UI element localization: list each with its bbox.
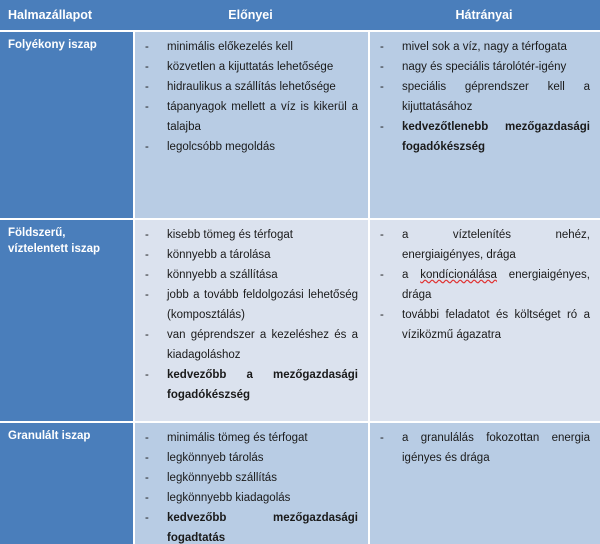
list-item [141, 245, 362, 265]
list-item-text: hidraulikus a szállítás lehetősége [167, 81, 336, 93]
list-item [141, 57, 362, 77]
list-item-text: könnyebb a szállítása [167, 269, 278, 281]
list-item-text: kisebb tömeg és térfogat [167, 229, 293, 241]
disadvantages-list [376, 225, 594, 345]
list-item [141, 77, 362, 97]
list-item [376, 265, 594, 305]
column-header-advantages: Előnyei [228, 8, 273, 22]
column-header-state: Halmazállapot [8, 8, 93, 22]
bullet-dash-icon: - [380, 309, 384, 321]
bullet-dash-icon: - [145, 512, 149, 524]
list-item-text: nagy és speciális tárolótér-igény [402, 61, 567, 73]
list-item-text: minimális előkezelés kell [167, 41, 293, 53]
bullet-dash-icon: - [380, 41, 384, 53]
list-item-text: további feladatot és költséget ró a víziközmű ágazatra [402, 309, 590, 341]
list-item [141, 488, 362, 508]
list-item [141, 37, 362, 57]
list-item [376, 117, 594, 157]
list-item [141, 285, 362, 325]
disadvantages-cell [368, 32, 600, 218]
bullet-dash-icon: - [145, 369, 149, 381]
spellcheck-flagged-word: kondícionálása [420, 269, 497, 281]
column-header-disadvantages: Hátrányai [455, 8, 513, 22]
list-item [376, 57, 594, 77]
bullet-dash-icon: - [145, 229, 149, 241]
list-item [141, 137, 362, 157]
list-item [141, 365, 362, 405]
list-item [141, 428, 362, 448]
list-item [376, 77, 594, 117]
list-item-text: jobb a tovább feldolgozási lehetőség (komposztálás) [167, 289, 358, 321]
list-item [141, 325, 362, 365]
table-row [0, 220, 600, 421]
advantages-cell [133, 32, 368, 218]
bullet-dash-icon: - [380, 229, 384, 241]
bullet-dash-icon: - [145, 61, 149, 73]
list-item-text: a granulálás fokozottan energia igényes és drága [402, 432, 590, 464]
disadvantages-cell [368, 423, 600, 544]
bullet-dash-icon: - [380, 121, 384, 133]
bullet-dash-icon: - [145, 472, 149, 484]
list-item-text: legkönnyebb kiadagolás [167, 492, 291, 504]
advantages-list [141, 428, 362, 544]
list-item [141, 97, 362, 137]
list-item-text: legolcsóbb megoldás [167, 141, 276, 153]
list-item-text: könnyebb a tárolása [167, 249, 271, 261]
bullet-dash-icon: - [380, 61, 384, 73]
bullet-dash-icon: - [145, 452, 149, 464]
table-row [0, 423, 600, 544]
bullet-dash-icon: - [145, 81, 149, 93]
bullet-dash-icon: - [145, 101, 149, 113]
bullet-dash-icon: - [145, 432, 149, 444]
disadvantages-cell [368, 220, 600, 421]
row-label-cell [0, 423, 133, 544]
list-item-text: mivel sok a víz, nagy a térfogata [402, 41, 567, 53]
advantages-list [141, 37, 362, 157]
row-label-line: Granulált iszap [8, 430, 91, 442]
bullet-dash-icon: - [145, 269, 149, 281]
bullet-dash-icon: - [145, 249, 149, 261]
bullet-dash-icon: - [380, 269, 384, 281]
list-item-text: a víztelenítés nehéz, energiaigényes, drága [402, 229, 590, 261]
advantages-cell [133, 220, 368, 421]
list-item [141, 265, 362, 285]
list-item-text: közvetlen a kijuttatás lehetősége [167, 61, 334, 73]
bullet-dash-icon: - [145, 141, 149, 153]
list-item-text: kedvezőbb a mezőgazdasági fogadókészség [167, 369, 358, 401]
list-item [141, 508, 362, 544]
row-label-line: víztelentett iszap [8, 243, 101, 255]
bullet-dash-icon: - [145, 289, 149, 301]
bullet-dash-icon: - [380, 432, 384, 444]
disadvantages-list [376, 428, 594, 468]
row-label-line: Folyékony iszap [8, 39, 97, 51]
list-item-text: kedvezőtlenebb mezőgazdasági fogadókészség [402, 121, 590, 153]
list-item-text: legkönnyebb szállítás [167, 472, 277, 484]
list-item [376, 305, 594, 345]
list-item [376, 225, 594, 265]
list-item-text: kedvezőbb mezőgazdasági fogadtatás [167, 512, 358, 544]
list-item [141, 468, 362, 488]
list-item [141, 225, 362, 245]
bullet-dash-icon: - [145, 41, 149, 53]
bullet-dash-icon: - [380, 81, 384, 93]
table-row [0, 32, 600, 218]
table-header-row [0, 0, 600, 30]
list-item-text: tápanyagok mellett a víz is kikerül a talajba [167, 101, 358, 133]
list-item-text: speciális géprendszer kell a kijuttatásához [402, 81, 590, 113]
row-label-cell [0, 220, 133, 421]
advantages-cell [133, 423, 368, 544]
list-item-text: a kondícionálása energiaigényes, drága [402, 269, 590, 301]
list-item-text: legkönnyeb tárolás [167, 452, 264, 464]
disadvantages-list [376, 37, 594, 157]
bullet-dash-icon: - [145, 329, 149, 341]
list-item-text: minimális tömeg és térfogat [167, 432, 308, 444]
row-label-cell [0, 32, 133, 218]
row-label-line: Földszerű, [8, 227, 66, 239]
list-item [376, 37, 594, 57]
list-item-text: van géprendszer a kezeléshez és a kiadagoláshoz [167, 329, 358, 361]
bullet-dash-icon: - [145, 492, 149, 504]
list-item [141, 448, 362, 468]
advantages-list [141, 225, 362, 405]
list-item [376, 428, 594, 468]
